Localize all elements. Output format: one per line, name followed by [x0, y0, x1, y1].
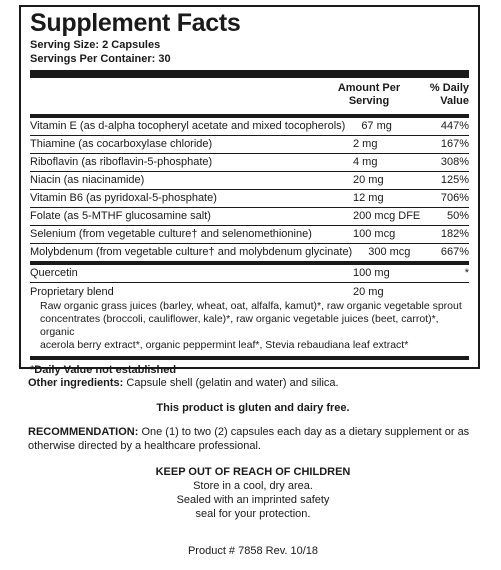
blend-amount: 20 mg — [353, 286, 384, 298]
nutrient-row: Vitamin E (as d-alpha tocopheryl acetate and mixed tocopherols) 67 mg 447% — [30, 118, 469, 136]
warning-text: KEEP OUT OF REACH OF CHILDREN — [155, 466, 351, 478]
recommendation: RECOMMENDATION: One (1) to two (2) capsules each day as a dietary supplement or as otherwise directed by a healthcare professional. — [28, 426, 470, 452]
storage-block: KEEP OUT OF REACH OF CHILDREN Store in a cool, dry area. Sealed with an imprinted safety seal for your protection. — [28, 465, 478, 521]
nutrient-row: Thiamine (as cocarboxylase chloride) 2 mg 167% — [30, 136, 469, 154]
nutrient-row: Niacin (as niacinamide) 20 mg 125% — [30, 172, 469, 190]
product-code: Product # 7858 Rev. 10/18 — [187, 545, 319, 557]
other-ingredients: Other ingredients: Capsule shell (gelatin and water) and silica. — [28, 377, 339, 389]
quercetin-row: Quercetin 100 mg * — [30, 265, 469, 283]
amount-header: Amount Per Serving — [337, 82, 401, 107]
gluten-note: This product is gluten and dairy free. — [156, 402, 350, 414]
thick-divider — [30, 70, 469, 78]
nutrient-row: Riboflavin (as riboflavin-5-phosphate) 4 mg 308% — [30, 154, 469, 172]
nutrient-list — [30, 118, 469, 261]
nutrient-row: Selenium (from vegetable culture† and selenomethionine) 100 mcg 182% — [30, 226, 469, 244]
blend-description: Raw organic grass juices (barley, wheat, oat, alfalfa, kamut)*, raw organic vegetable sprout concentrates (broccoli, cauliflower, kale)*, raw organic vegetable juices (beet, carrot)*, organic acerola berry extract*, organic peppermint leaf*, Stevia rebaudiana leaf extract* — [40, 300, 462, 351]
servings-per-container: Servings Per Container: 30 — [30, 53, 171, 65]
blend-name: Proprietary blend — [30, 286, 114, 298]
nutrient-row: Folate (as 5-MTHF glucosamine salt) 200 mcg DFE 50% — [30, 208, 469, 226]
panel-title: Supplement Facts — [30, 9, 241, 37]
nutrient-row: Vitamin B6 (as pyridoxal-5-phosphate) 12 mg 706% — [30, 190, 469, 208]
daily-value-header: % Daily Value — [429, 82, 469, 107]
nutrient-row: Molybdenum (from vegetable culture† and molybdenum glycinate) 300 mcg 667% — [30, 246, 469, 258]
supplement-facts-panel — [19, 5, 480, 376]
column-header — [30, 78, 469, 114]
daily-value-footnote: *Daily Value not established — [30, 364, 177, 376]
serving-size: Serving Size: 2 Capsules — [30, 39, 161, 51]
proprietary-blend — [30, 285, 469, 352]
